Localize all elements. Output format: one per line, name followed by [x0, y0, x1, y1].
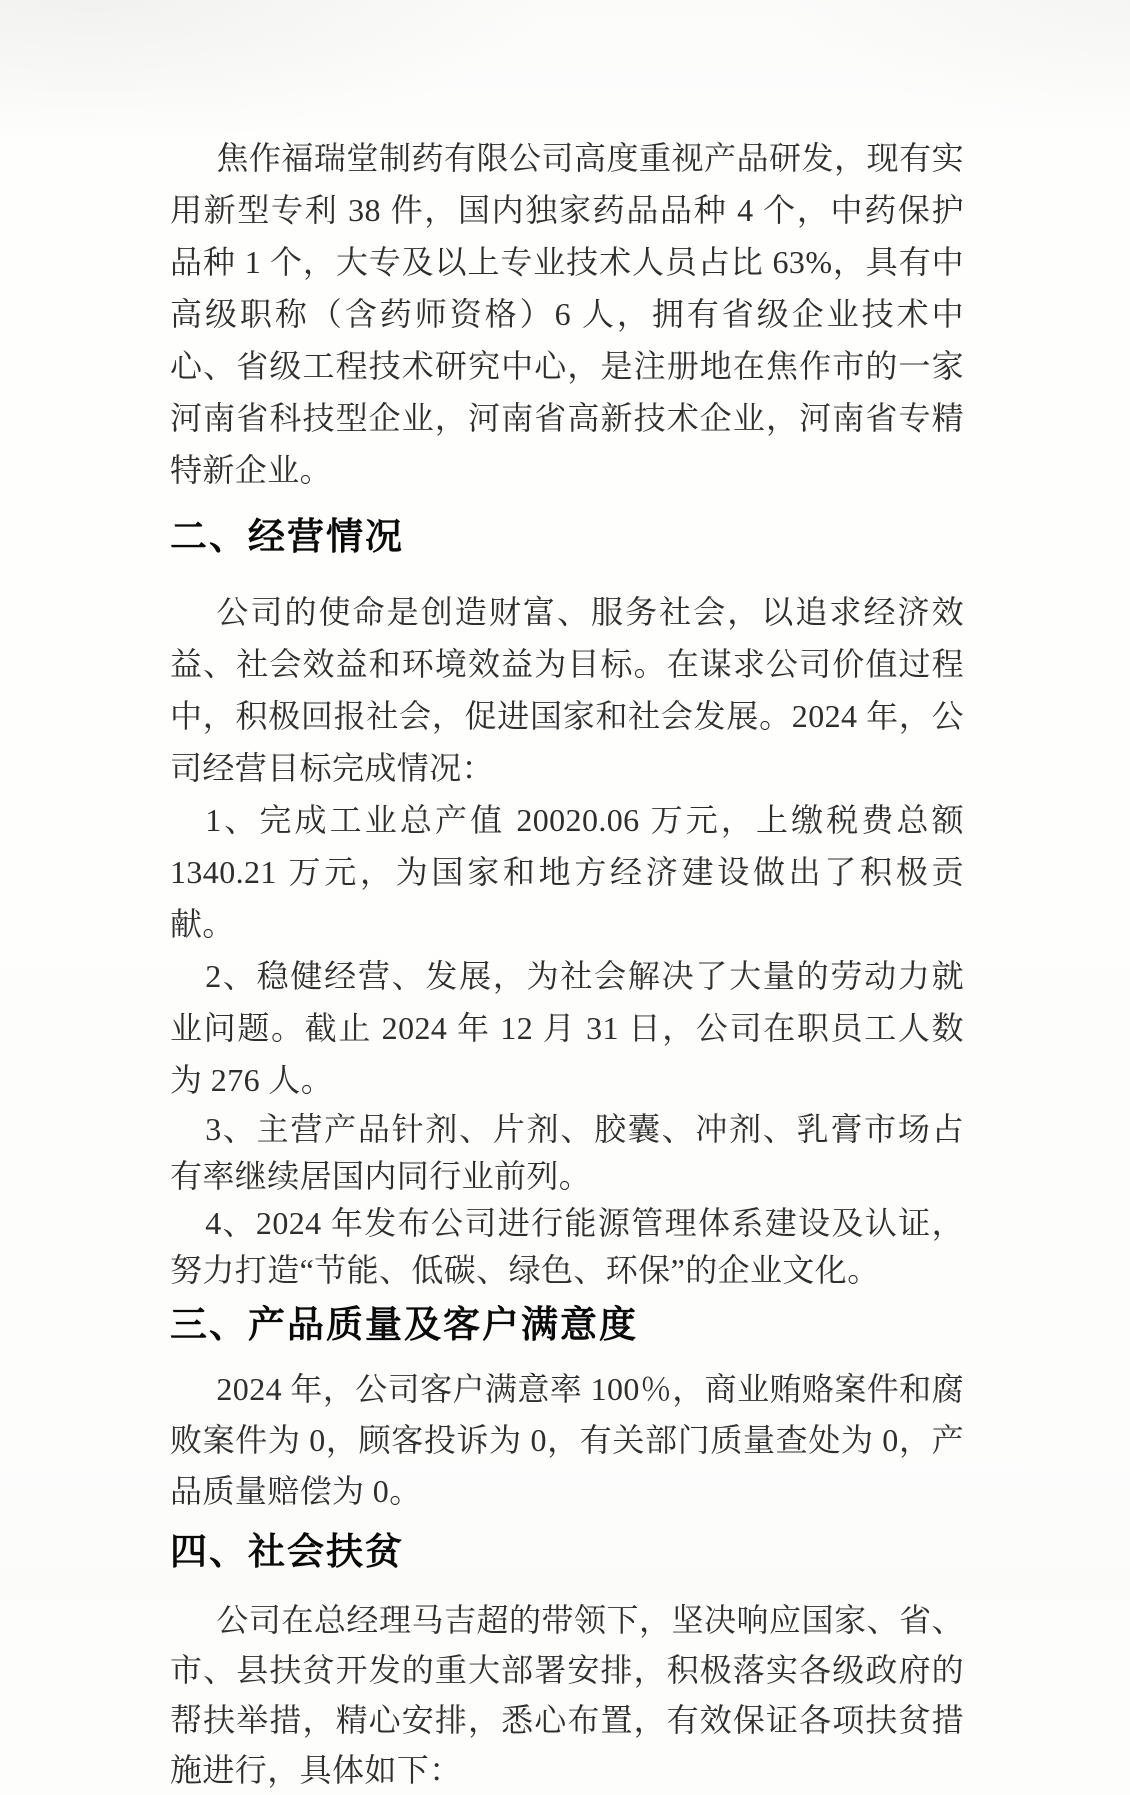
list-item-energy-management: 4、2024 年发布公司进行能源管理体系建设及认证，努力打造“节能、低碳、绿色、环保”的企业文化。 — [170, 1205, 964, 1288]
paragraph-quality-satisfaction: 2024 年，公司客户满意率 100％，商业贿赂案件和腐败案件为 0，顾客投诉为 0，有关部门质量查处为 0，产品质量赔偿为 0。 — [170, 1371, 964, 1509]
paragraph-company-rd-profile: 焦作福瑞堂制药有限公司高度重视产品研发，现有实用新型专利 38 件，国内独家药品品种 4 个，中药保护品种 1 个，大专及以上专业技术人员占比 63%，具有中高级职称（含药师资格）6 人，拥有省级企业技术中心、省级工程技术研究中心，是注册地在焦作市的一家河南省科技型企业，河南省高新技术企业，河南省专精特新企业。 — [170, 140, 964, 488]
list-item-output-value: 1、完成工业总产值 20020.06 万元，上缴税费总额 1340.21 万元，为国家和地方经济建设做出了积极贡献。 — [170, 802, 964, 942]
paragraph-company-mission: 公司的使命是创造财富、服务社会，以追求经济效益、社会效益和环境效益为目标。在谋求公司价值过程中，积极回报社会，促进国家和社会发展。2024 年，公司经营目标完成情况： — [170, 594, 964, 786]
list-item-market-share: 3、主营产品针剂、片剂、胶囊、冲剂、乳膏市场占有率继续居国内同行业前列。 — [170, 1111, 964, 1194]
heading-section-operations: 二、经营情况 — [170, 517, 404, 558]
heading-section-poverty-alleviation: 四、社会扶贫 — [170, 1532, 404, 1573]
heading-section-quality-satisfaction: 三、产品质量及客户满意度 — [170, 1305, 638, 1346]
paragraph-poverty-alleviation-intro: 公司在总经理马吉超的带领下，坚决响应国家、省、市、县扶贫开发的重大部署安排，积极落实各级政府的帮扶举措，精心安排，悉心布置，有效保证各项扶贫措施进行，具体如下： — [170, 1602, 964, 1788]
list-item-employment: 2、稳健经营、发展，为社会解决了大量的劳动力就业问题。截止 2024 年 12 月 31 日，公司在职员工人数为 276 人。 — [170, 958, 964, 1098]
